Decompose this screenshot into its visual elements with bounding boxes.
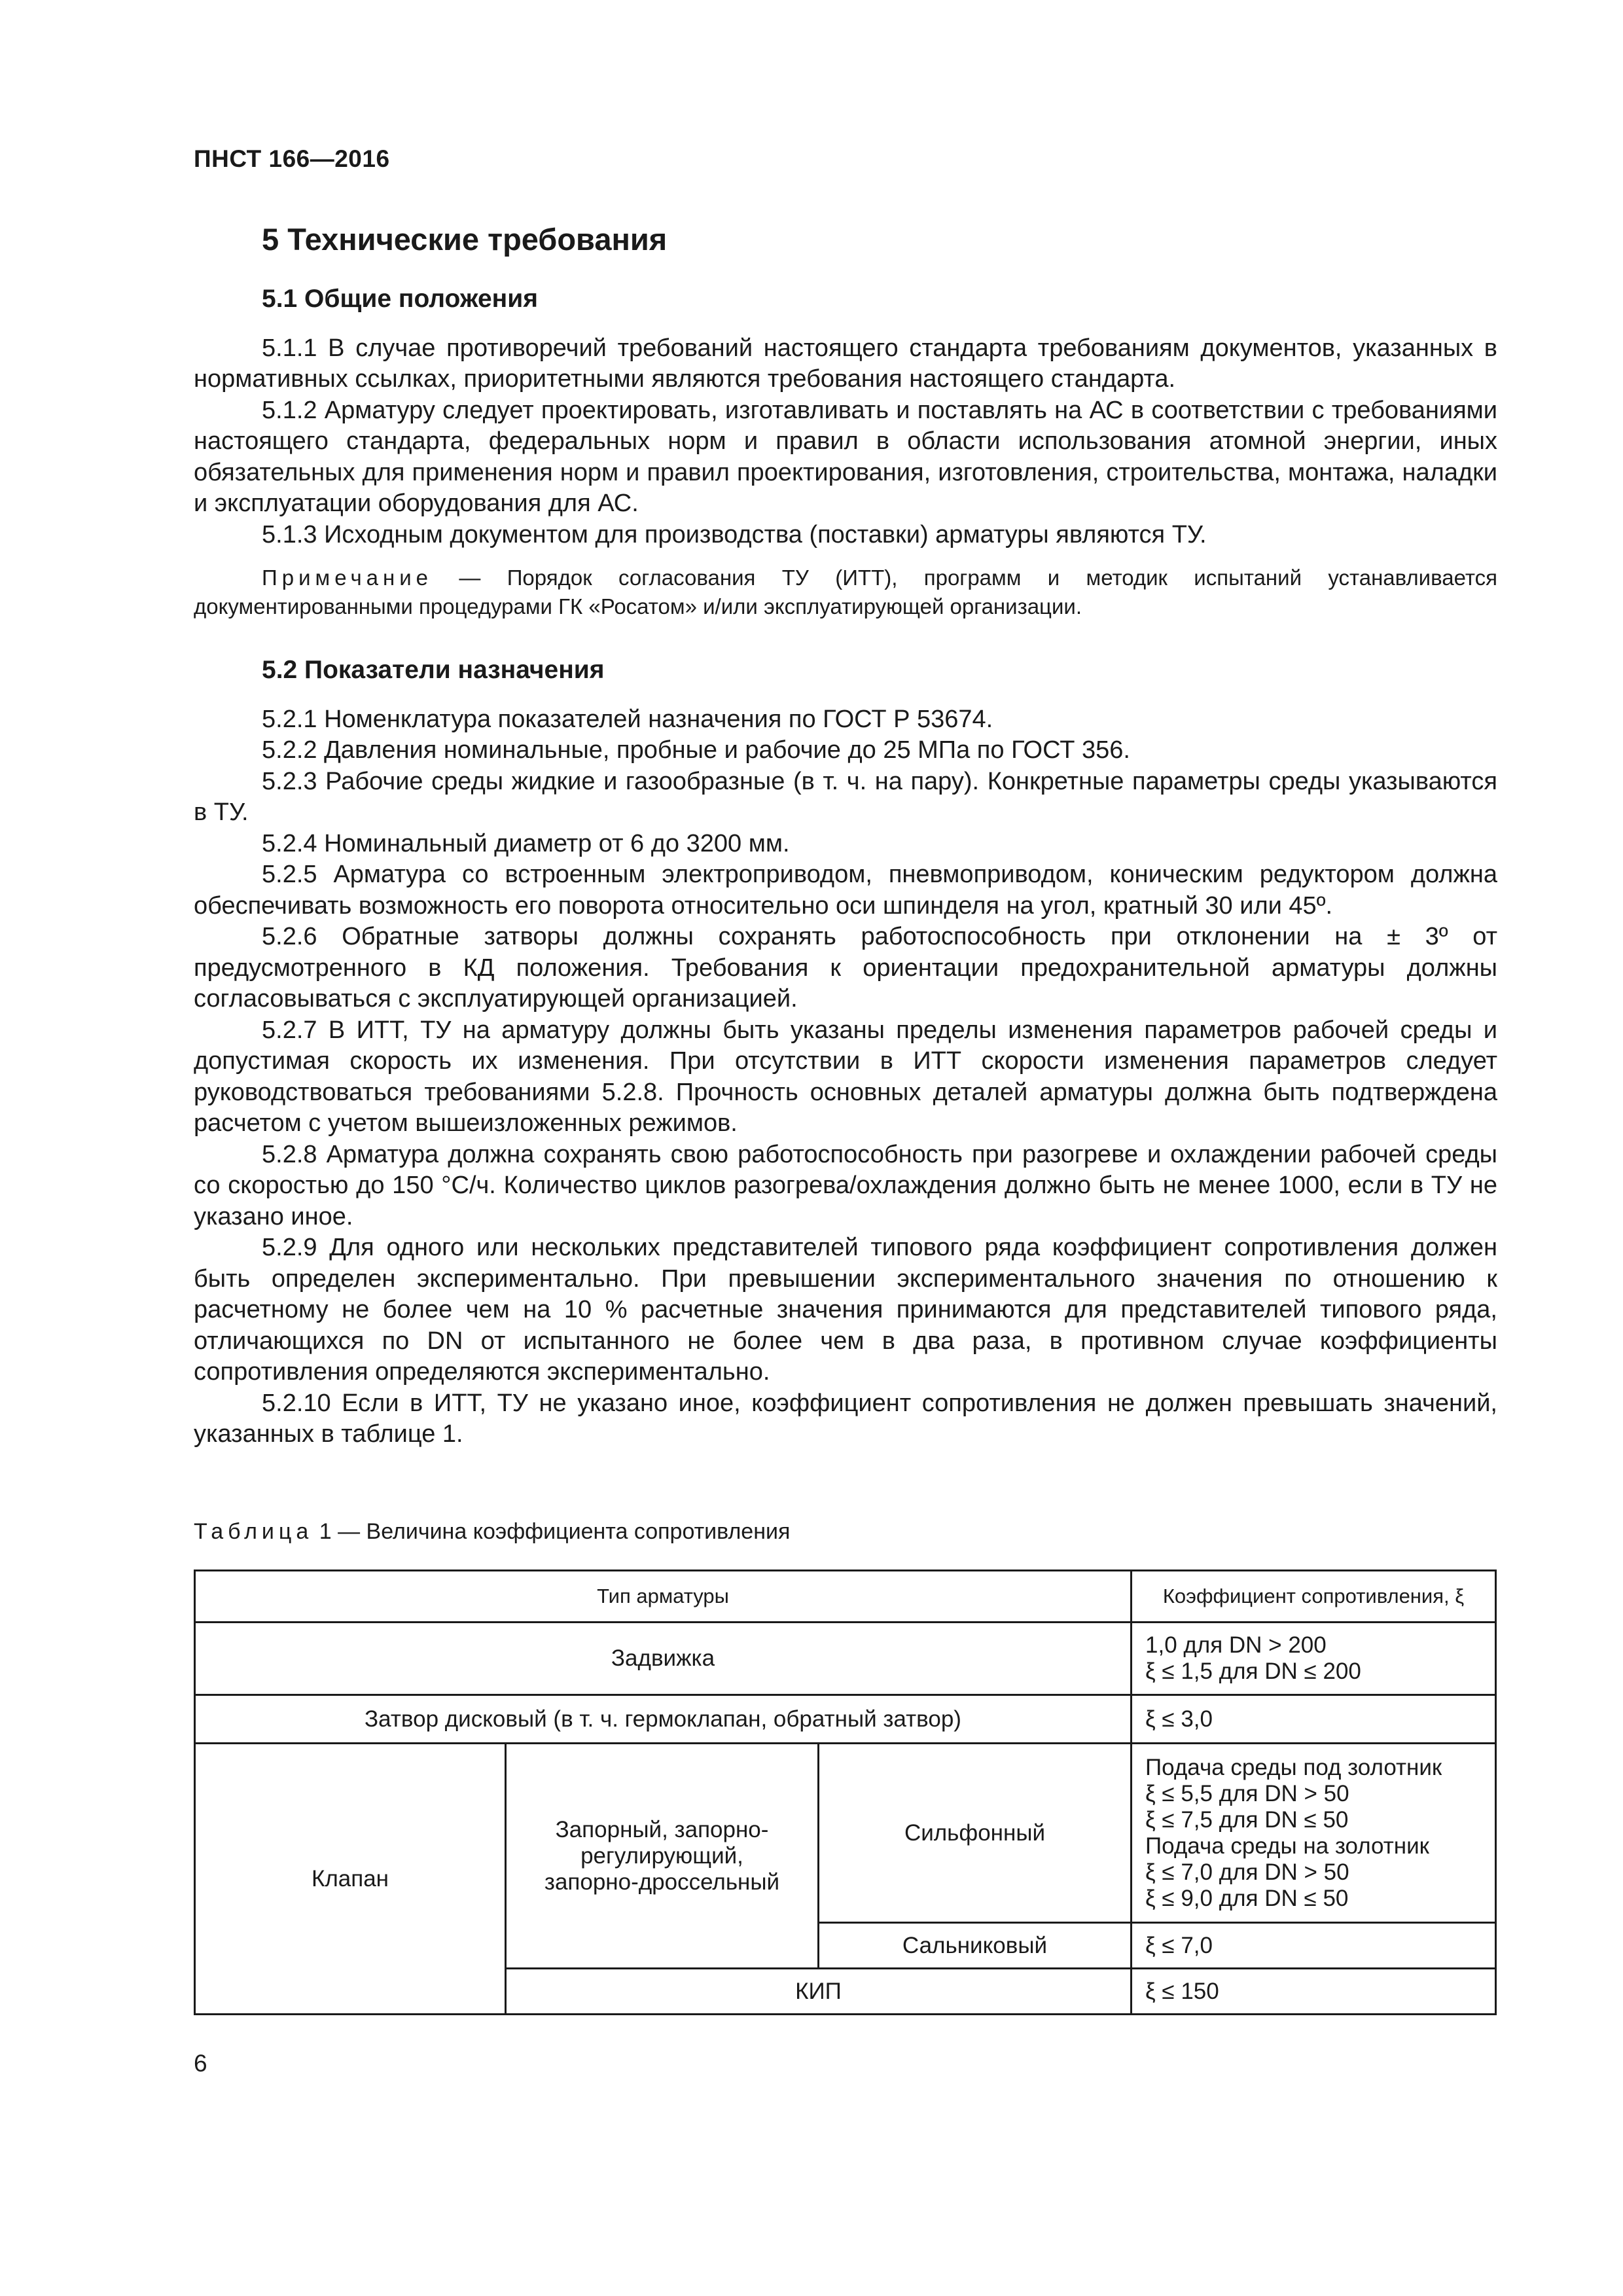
paragraph-5-2-4: 5.2.4 Номинальный диаметр от 6 до 3200 мм. [262, 829, 790, 857]
paragraph-5-2-1: 5.2.1 Номенклатура показателей назначения по ГОСТ Р 53674. [262, 705, 993, 733]
table-row [195, 1695, 1496, 1744]
paragraph-5-2-8: 5.2.8 Арматура должна сохранять свою работоспособность при разогреве и охлаждении рабочей среды со скоростью до 150 °С/ч. Количество циклов разогрева/охлаждения должно быть не менее 1000, если в ТУ не указано иное. [194, 1140, 1497, 1230]
cell-gate-valve-coef [1132, 1623, 1496, 1695]
header-type: Тип арматуры [195, 1571, 1132, 1623]
cell-gland-coef: ξ ≤ 7,0 [1132, 1923, 1496, 1969]
value-line: Подача среды под золотник [1145, 1754, 1442, 1780]
cell-kip-coef: ξ ≤ 150 [1132, 1969, 1496, 2015]
table-1-caption [194, 1519, 790, 1545]
value-line: ξ ≤ 1,5 для DN ≤ 200 [1145, 1659, 1361, 1684]
value-line: 1,0 для DN > 200 [1145, 1632, 1327, 1658]
cell-gate-valve: Задвижка [195, 1623, 1132, 1695]
table-1 [194, 1570, 1497, 2015]
section-5-title: 5 Технические требования [262, 222, 668, 257]
paragraph-5-2-9: 5.2.9 Для одного или нескольких представителей типового ряда коэффициент сопротивления должен быть определен экспериментально. При превышении экспериментального значения по отношению к расчетному не более чем на 10 % расчетные значения принимаются для представителей типового ряда, отличающихся по DN от испытанного не более чем в два раза, в противном случае коэффициенты сопротивления определяются экспериментально. [194, 1234, 1497, 1386]
table-row [195, 1623, 1496, 1695]
cell-bellows-coef [1132, 1744, 1496, 1923]
value-line: ξ ≤ 5,5 для DN > 50 [1145, 1780, 1349, 1806]
value-line: ξ ≤ 9,0 для DN ≤ 50 [1145, 1885, 1349, 1911]
cell-kip: КИП [506, 1969, 1132, 2015]
cell-gland: Сальниковый [819, 1923, 1132, 1969]
note-label: Примечание [262, 565, 433, 590]
table-caption-text: 1 — Величина коэффициента сопротивления [313, 1519, 791, 1544]
cell-bellows: Сильфонный [819, 1744, 1132, 1923]
table-header-row [195, 1571, 1496, 1623]
paragraph-5-2-10: 5.2.10 Если в ИТТ, ТУ не указано иное, коэффициент сопротивления не должен превышать значений, указанных в таблице 1. [194, 1389, 1497, 1448]
table-row [195, 1744, 1496, 1923]
note [194, 564, 1497, 621]
paragraph-5-2-5: 5.2.5 Арматура со встроенным электроприводом, пневмоприводом, коническим редуктором должна обеспечивать возможность его поворота относительно оси шпинделя на угол, кратный 30 или 45º. [194, 861, 1497, 920]
page-number: 6 [194, 2050, 207, 2077]
value-line: ξ ≤ 7,0 для DN > 50 [1145, 1859, 1349, 1885]
table-caption-label: Таблица [194, 1519, 313, 1544]
cell-valve: Клапан [195, 1744, 506, 2015]
section-5-1 [194, 283, 1497, 621]
document-code: ПНСТ 166—2016 [194, 145, 390, 172]
value-line: Подача среды на золотник [1145, 1833, 1429, 1859]
value-line: ξ ≤ 7,5 для DN ≤ 50 [1145, 1806, 1349, 1833]
cell-valve-subtype: Запорный, запорно-регулирующий, запорно-дроссельный [506, 1744, 819, 1969]
note-text: — Порядок согласования ТУ (ИТТ), программ и методик испытаний устанавливается документированными процедурами ГК «Росатом» и/или эксплуатирующей организации. [194, 565, 1497, 619]
cell-disc-shutter-coef: ξ ≤ 3,0 [1132, 1695, 1496, 1744]
section-5-2-title: 5.2 Показатели назначения [262, 656, 605, 684]
paragraph-5-1-1: 5.1.1 В случае противоречий требований настоящего стандарта требованиям документов, указанных в нормативных ссылках, приоритетными являются требования настоящего стандарта. [194, 334, 1497, 393]
paragraph-5-2-3: 5.2.3 Рабочие среды жидкие и газообразные (в т. ч. на пару). Конкретные параметры среды указываются в ТУ. [194, 767, 1497, 826]
paragraph-5-1-3: 5.1.3 Исходным документом для производства (поставки) арматуры являются ТУ. [262, 520, 1207, 548]
paragraph-5-2-2: 5.2.2 Давления номинальные, пробные и рабочие до 25 МПа по ГОСТ 356. [262, 736, 1130, 764]
section-5-1-title: 5.1 Общие положения [262, 285, 538, 313]
paragraph-5-1-2: 5.1.2 Арматуру следует проектировать, изготавливать и поставлять на АС в соответствии с требованиями настоящего стандарта, федеральных норм и правил в области использования атомной энергии, иных обязательных для применения норм и правил проектирования, изготовления, строительства, монтажа, наладки и эксплуатации оборудования для АС. [194, 396, 1497, 517]
section-5-2 [194, 655, 1497, 1450]
paragraph-5-2-6: 5.2.6 Обратные затворы должны сохранять работоспособность при отклонении на ± 3º от предусмотренного в КД положения. Требования к ориентации предохранительной арматуры должны согласовываться с эксплуатирующей организацией. [194, 923, 1497, 1013]
paragraph-5-2-7: 5.2.7 В ИТТ, ТУ на арматуру должны быть указаны пределы изменения параметров рабочей среды и допустимая скорость их изменения. При отсутствии в ИТТ скорости изменения параметров следует руководствоваться требованиями 5.2.8. Прочность основных деталей арматуры должна быть подтверждена расчетом с учетом вышеизложенных режимов. [194, 1016, 1497, 1137]
header-coefficient: Коэффициент сопротивления, ξ [1132, 1571, 1496, 1623]
cell-disc-shutter: Затвор дисковый (в т. ч. гермоклапан, обратный затвор) [195, 1695, 1132, 1744]
